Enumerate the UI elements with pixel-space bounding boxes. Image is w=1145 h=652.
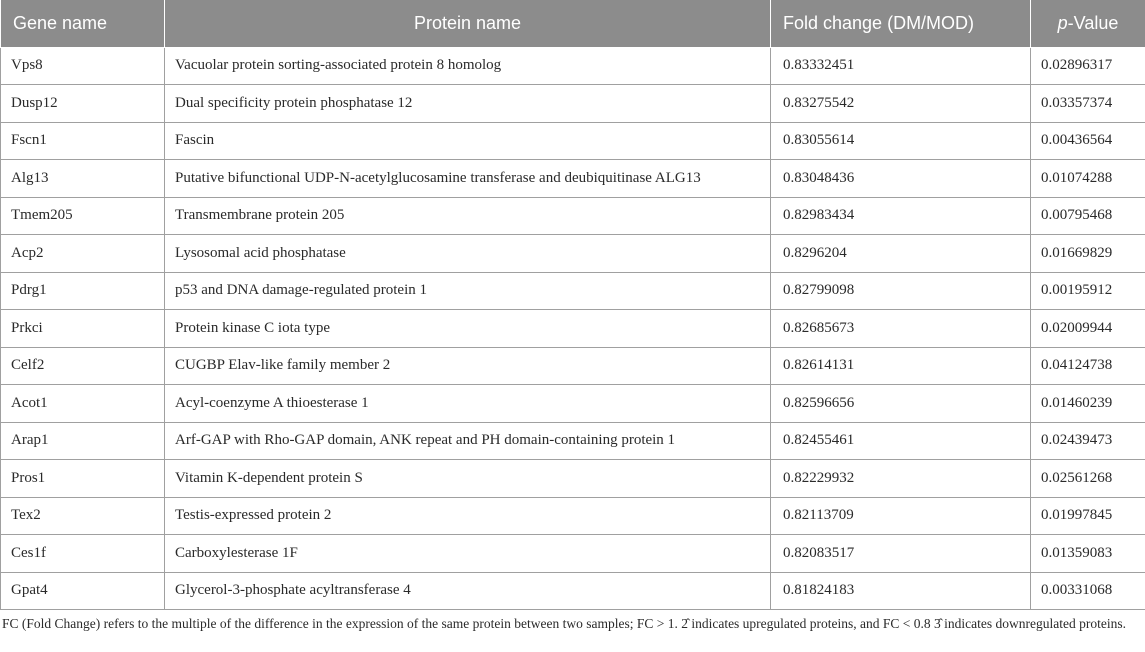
protein-cell: Transmembrane protein 205 [165, 197, 771, 235]
gene-cell: Tex2 [1, 497, 165, 535]
protein-cell: Protein kinase C iota type [165, 310, 771, 348]
gene-cell: Tmem205 [1, 197, 165, 235]
table-row [1, 535, 1145, 573]
header-fold-change: Fold change (DM/MOD) [771, 0, 1031, 47]
protein-cell: Vacuolar protein sorting-associated protein 8 homolog [165, 47, 771, 85]
fold-cell: 0.83055614 [771, 122, 1031, 160]
protein-cell: p53 and DNA damage-regulated protein 1 [165, 272, 771, 310]
header-p-letter: p [1057, 12, 1068, 33]
gene-cell: Gpat4 [1, 572, 165, 610]
table-row [1, 160, 1145, 198]
pval-cell: 0.02561268 [1031, 460, 1145, 498]
fold-cell: 0.82596656 [771, 385, 1031, 423]
gene-cell: Fscn1 [1, 122, 165, 160]
gene-cell: Vps8 [1, 47, 165, 85]
protein-cell: Lysosomal acid phosphatase [165, 235, 771, 273]
protein-cell: Putative bifunctional UDP-N-acetylglucosamine transferase and deubiquitinase ALG13 [165, 160, 771, 198]
gene-cell: Acp2 [1, 235, 165, 273]
table-row [1, 235, 1145, 273]
pval-cell: 0.01074288 [1031, 160, 1145, 198]
fold-cell: 0.82614131 [771, 347, 1031, 385]
table-row [1, 497, 1145, 535]
fold-cell: 0.82983434 [771, 197, 1031, 235]
protein-cell: Glycerol-3-phosphate acyltransferase 4 [165, 572, 771, 610]
pval-cell: 0.01359083 [1031, 535, 1145, 573]
table-body [1, 47, 1145, 610]
header-protein-name: Protein name [165, 0, 771, 47]
protein-cell: Arf-GAP with Rho-GAP domain, ANK repeat and PH domain-containing protein 1 [165, 422, 771, 460]
table-footnote: FC (Fold Change) refers to the multiple of the difference in the expression of the same protein between two samples; FC > 1. 2̂ indicates upregulated proteins, and FC < 0.8 3̂ indicates downregulated proteins. [2, 616, 1126, 631]
protein-cell: Carboxylesterase 1F [165, 535, 771, 573]
fold-cell: 0.82229932 [771, 460, 1031, 498]
fold-cell: 0.82113709 [771, 497, 1031, 535]
gene-cell: Alg13 [1, 160, 165, 198]
table-row [1, 347, 1145, 385]
header-gene-name: Gene name [1, 0, 165, 47]
gene-cell: Dusp12 [1, 85, 165, 123]
table-row [1, 572, 1145, 610]
table-row [1, 197, 1145, 235]
gene-cell: Pdrg1 [1, 272, 165, 310]
fold-cell: 0.82799098 [771, 272, 1031, 310]
protein-cell: Acyl-coenzyme A thioesterase 1 [165, 385, 771, 423]
gene-cell: Acot1 [1, 385, 165, 423]
pval-cell: 0.01460239 [1031, 385, 1145, 423]
protein-cell: Testis-expressed protein 2 [165, 497, 771, 535]
fold-cell: 0.83275542 [771, 85, 1031, 123]
fold-cell: 0.82685673 [771, 310, 1031, 348]
fold-cell: 0.81824183 [771, 572, 1031, 610]
table-row [1, 310, 1145, 348]
pval-cell: 0.01669829 [1031, 235, 1145, 273]
header-row [1, 0, 1145, 47]
gene-cell: Pros1 [1, 460, 165, 498]
table-header [1, 0, 1145, 47]
pval-cell: 0.01997845 [1031, 497, 1145, 535]
fold-cell: 0.82083517 [771, 535, 1031, 573]
pval-cell: 0.02896317 [1031, 47, 1145, 85]
pval-cell: 0.00436564 [1031, 122, 1145, 160]
gene-cell: Prkci [1, 310, 165, 348]
protein-cell: Dual specificity protein phosphatase 12 [165, 85, 771, 123]
gene-cell: Ces1f [1, 535, 165, 573]
header-p-suffix: -Value [1067, 12, 1119, 33]
table-row [1, 460, 1145, 498]
table-row [1, 122, 1145, 160]
table-row [1, 385, 1145, 423]
fold-cell: 0.83332451 [771, 47, 1031, 85]
gene-cell: Arap1 [1, 422, 165, 460]
table-row [1, 47, 1145, 85]
fold-cell: 0.82455461 [771, 422, 1031, 460]
fold-cell: 0.83048436 [771, 160, 1031, 198]
pval-cell: 0.02439473 [1031, 422, 1145, 460]
table-row [1, 422, 1145, 460]
pval-cell: 0.00331068 [1031, 572, 1145, 610]
pval-cell: 0.02009944 [1031, 310, 1145, 348]
table-row [1, 85, 1145, 123]
fold-cell: 0.8296204 [771, 235, 1031, 273]
protein-cell: Fascin [165, 122, 771, 160]
header-p-value [1031, 0, 1145, 47]
pval-cell: 0.04124738 [1031, 347, 1145, 385]
protein-cell: CUGBP Elav-like family member 2 [165, 347, 771, 385]
pval-cell: 0.03357374 [1031, 85, 1145, 123]
pval-cell: 0.00795468 [1031, 197, 1145, 235]
table-row [1, 272, 1145, 310]
protein-cell: Vitamin K-dependent protein S [165, 460, 771, 498]
pval-cell: 0.00195912 [1031, 272, 1145, 310]
gene-cell: Celf2 [1, 347, 165, 385]
